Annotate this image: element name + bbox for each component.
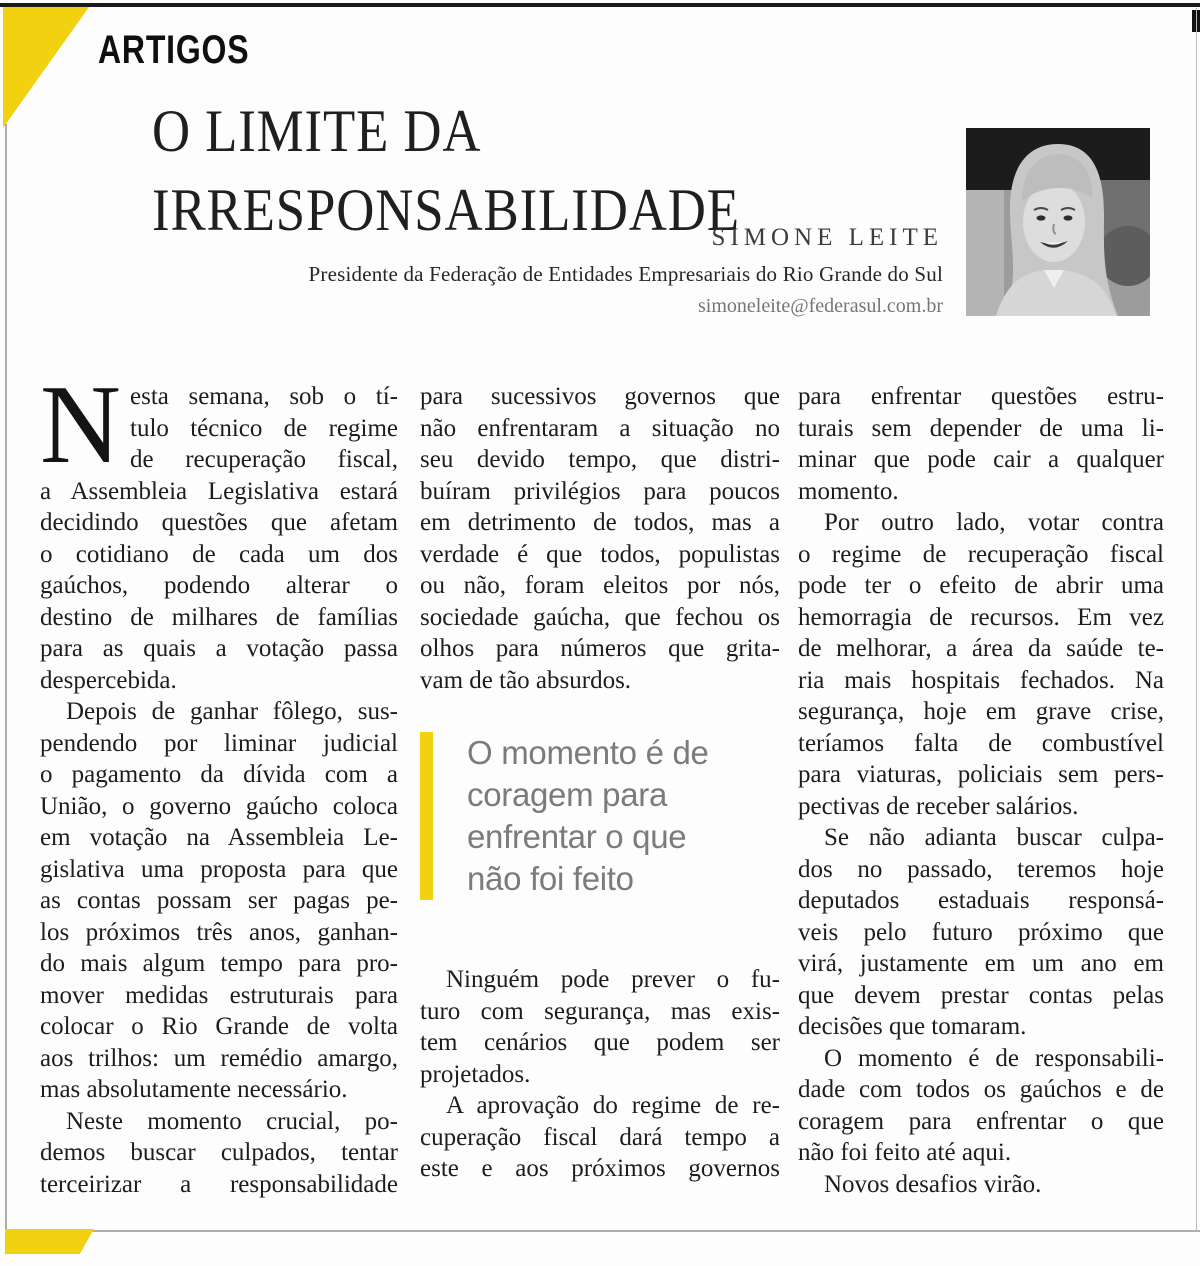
left-border-rule	[5, 124, 7, 1231]
drop-cap: N	[40, 363, 121, 487]
body-text-line: esta semana, sob o tí-	[130, 383, 398, 410]
body-text-line: ria mais hospitais fechados. Na	[798, 666, 1164, 694]
body-text-line: não enfrentaram a situação no	[420, 414, 780, 442]
body-text-line: Depois de ganhar fôlego, sus-	[66, 698, 398, 725]
article-title-line-1: O LIMITE DA	[152, 98, 482, 164]
body-text-line: A aprovação do regime de re-	[446, 1092, 780, 1119]
body-text-line: los próximos três anos, ganhan-	[40, 918, 398, 946]
body-text-line: tulo técnico de regime	[130, 414, 398, 442]
article-column-1	[40, 363, 398, 1200]
pull-quote-accent-bar	[420, 732, 433, 900]
body-text-line: coragem para enfrentar o que	[798, 1107, 1164, 1135]
body-text-line: mover medidas estruturais para	[40, 981, 398, 1009]
body-text-line: ou não, foram eleitos por nós,	[420, 572, 780, 599]
body-text-line: para enfrentar questões estru-	[798, 383, 1164, 410]
paragraph	[798, 507, 1164, 822]
body-text-line: virá, justamente em um ano em	[798, 950, 1164, 977]
body-text-line: as contas possam ser pagas pe-	[40, 887, 398, 914]
body-text-line: dos no passado, teremos hoje	[798, 855, 1164, 883]
pull-quote-line: enfrentar o que	[467, 818, 687, 855]
article-title	[152, 92, 740, 250]
body-text-line: hemorragia de recursos. Em vez	[798, 603, 1164, 631]
author-name: SIMONE LEITE	[711, 224, 943, 251]
paragraph	[40, 696, 398, 1106]
paragraph	[798, 1043, 1164, 1169]
body-text-line: o cotidiano de cada um dos	[40, 540, 398, 568]
body-text-line: mas absolutamente necessário.	[40, 1076, 348, 1103]
article-column-3	[798, 381, 1164, 1200]
body-text-line: seu devido tempo, que distri-	[420, 446, 780, 473]
pull-quote-line: coragem para	[467, 776, 668, 813]
author-email: simoneleite@federasul.com.br	[698, 295, 943, 317]
body-text-line: destino de milhares de famílias	[40, 603, 398, 631]
paragraph	[420, 964, 780, 1090]
body-text-line: a Assembleia Legislativa estará	[40, 477, 398, 505]
body-text-line: que devem prestar contas pelas	[798, 981, 1164, 1009]
paragraph	[798, 381, 1164, 507]
body-text-line: pendendo por liminar judicial	[40, 729, 398, 757]
body-text-line: de recuperação fiscal,	[130, 446, 398, 473]
body-text-line: Se não adianta buscar culpa-	[824, 824, 1164, 851]
body-text-line: O momento é de responsabili-	[824, 1044, 1164, 1072]
body-text-line: turais sem depender de uma li-	[798, 414, 1164, 442]
body-text-line: União, o governo gaúcho coloca	[40, 792, 398, 820]
body-text-line: verdade é que todos, populistas	[420, 540, 780, 568]
body-text-line: Neste momento crucial, po-	[66, 1107, 398, 1135]
paragraph	[420, 381, 780, 696]
body-text-line: de melhorar, a área da saúde te-	[798, 635, 1164, 662]
body-text-line: gislativa uma proposta para que	[40, 855, 398, 883]
top-border-rule	[0, 3, 1200, 7]
body-text-line: para viaturas, policiais sem pers-	[798, 761, 1164, 788]
body-text-line: este e aos próximos governos	[420, 1155, 780, 1182]
body-text-line: vam de tão absurdos.	[420, 666, 632, 694]
article-body	[40, 363, 1166, 1200]
body-text-line: teríamos falta de combustível	[798, 729, 1164, 757]
body-text-line: o regime de recuperação fiscal	[798, 540, 1164, 568]
body-text-line: decidindo questões que afetam	[40, 509, 398, 536]
body-text-line: demos buscar culpados, tentar	[40, 1139, 398, 1166]
right-border-rule	[1196, 8, 1197, 1232]
pull-quote-text	[467, 732, 709, 900]
author-photo	[966, 128, 1150, 316]
corner-accent-triangle	[3, 7, 89, 128]
body-text-line: buíram privilégios para poucos	[420, 477, 780, 505]
paragraph	[420, 1090, 780, 1185]
body-text-line: aos trilhos: um remédio amargo,	[40, 1044, 398, 1072]
author-role: Presidente da Federação de Entidades Empresariais do Rio Grande do Sul	[308, 262, 943, 286]
article-title-line-2: IRRESPONSABILIDADE	[152, 177, 740, 243]
body-text-line: Por outro lado, votar contra	[824, 509, 1164, 536]
body-text-line: olhos para números que grita-	[420, 635, 780, 662]
author-portrait-graphic	[966, 128, 1150, 316]
body-text-line: despercebida.	[40, 666, 177, 694]
pull-quote-line: não foi feito	[467, 860, 634, 897]
paragraph	[40, 1106, 398, 1201]
body-text-line: segurança, hoje em grave crise,	[798, 698, 1164, 725]
body-text-line: para as quais a votação passa	[40, 635, 398, 662]
body-text-line: do mais algum tempo para pro-	[40, 950, 398, 977]
body-text-line: tem cenários que podem ser	[420, 1029, 780, 1056]
body-text-line: em votação na Assembleia Le-	[40, 824, 398, 851]
section-kicker: ARTIGOS	[98, 28, 250, 72]
article-column-2	[420, 381, 780, 1200]
paragraph	[798, 1169, 1164, 1201]
body-text-line: terceirizar a responsabilidade	[40, 1170, 398, 1198]
body-text-line: pode ter o efeito de abrir uma	[798, 572, 1164, 599]
body-text-line: decisões que tomaram.	[798, 1013, 1027, 1040]
body-text-line: deputados estaduais responsá-	[798, 887, 1164, 914]
body-text-line: pectivas de receber salários.	[798, 792, 1079, 820]
pull-quote	[420, 732, 780, 900]
body-text-line: minar que pode cair a qualquer	[798, 446, 1164, 473]
paragraph	[798, 822, 1164, 1043]
paragraph	[40, 363, 398, 696]
body-text-line: em detrimento de todos, mas a	[420, 509, 780, 536]
pull-quote-line: O momento é de	[467, 734, 709, 771]
body-text-line: momento.	[798, 477, 899, 505]
body-text-line: cuperação fiscal dará tempo a	[420, 1123, 780, 1151]
body-text-line: turo com segurança, mas exis-	[420, 997, 780, 1025]
body-text-line: não foi feito até aqui.	[798, 1139, 1012, 1166]
footer-accent-mark	[5, 1229, 94, 1254]
body-text-line: gaúchos, podendo alterar o	[40, 572, 398, 599]
body-text-line: para sucessivos governos que	[420, 383, 780, 410]
body-text-line: Novos desafios virão.	[824, 1170, 1042, 1198]
body-text-line: projetados.	[420, 1060, 531, 1088]
bottom-border-rule	[5, 1230, 1200, 1232]
body-text-line: o pagamento da dívida com a	[40, 761, 398, 788]
body-text-line: veis pelo futuro próximo que	[798, 918, 1164, 946]
body-text-line: Ninguém pode prever o fu-	[446, 966, 780, 993]
body-text-line: sociedade gaúcha, que fechou os	[420, 603, 780, 631]
body-text-line: dade com todos os gaúchos e de	[798, 1076, 1164, 1103]
body-text-line: colocar o Rio Grande de volta	[40, 1013, 398, 1040]
